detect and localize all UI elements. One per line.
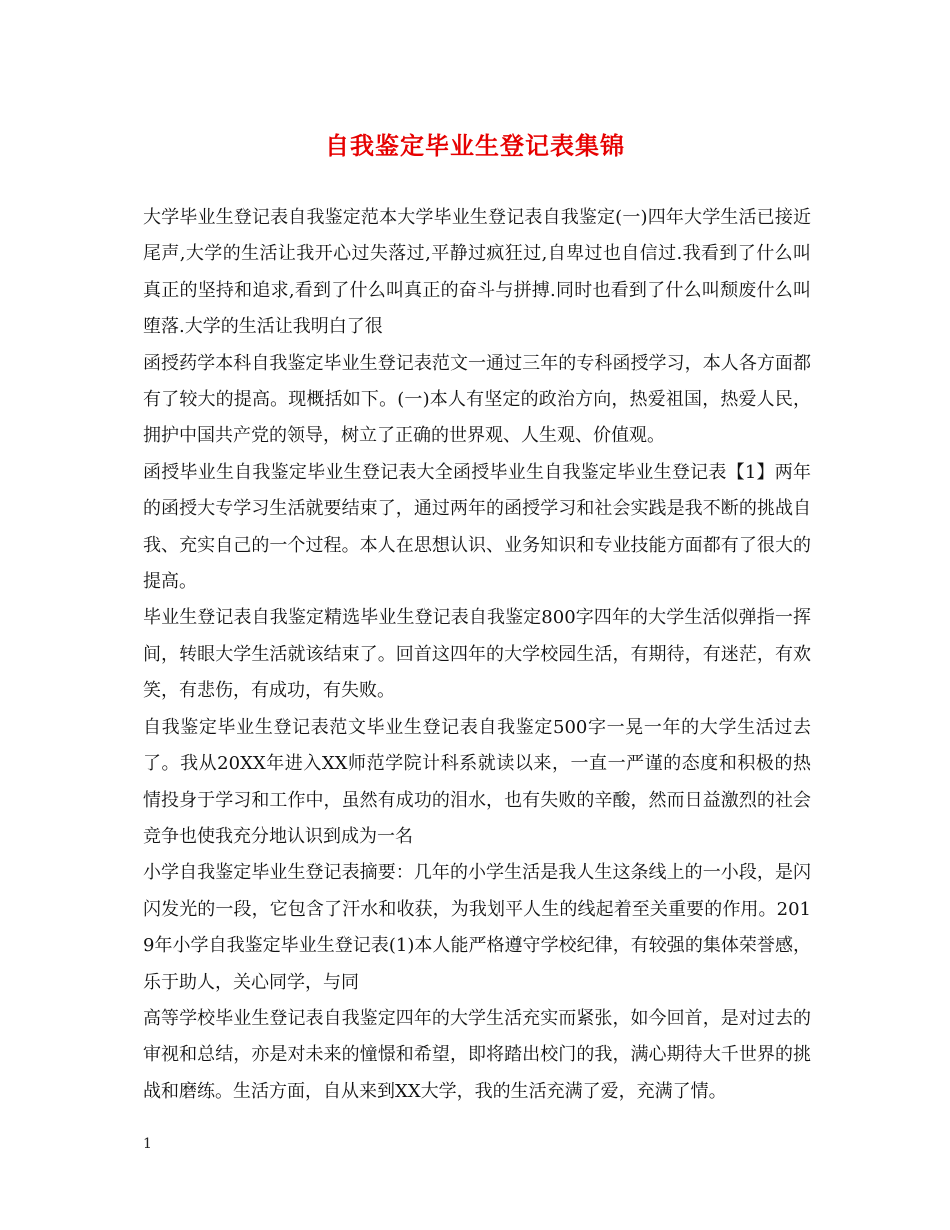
paragraph: 小学自我鉴定毕业生登记表摘要：几年的小学生活是我人生这条线上的一小段，是闪闪发光的一段，它包含了汗水和收获，为我划平人生的线起着至关重要的作用。2019年小学自我鉴定毕业生登记表(1)本人能严格遵守学校纪律，有较强的集体荣誉感，乐于助人，关心同学，与同 <box>143 862 811 993</box>
paragraph: 自我鉴定毕业生登记表范文毕业生登记表自我鉴定500字一晃一年的大学生活过去了。我从20XX年进入XX师范学院计科系就读以来，一直一严谨的态度和积极的热情投身于学习和工作中，虽然有成功的泪水，也有失败的辛酸，然而日益激烈的社会竞争也使我充分地认识到成为一名 <box>143 716 811 847</box>
paragraph: 毕业生登记表自我鉴定精选毕业生登记表自我鉴定800字四年的大学生活似弹指一挥间，转眼大学生活就该结束了。回首这四年的大学校园生活，有期待，有迷茫，有欢笑，有悲伤，有成功，有失败。 <box>143 607 811 702</box>
paragraph: 函授药学本科自我鉴定毕业生登记表范文一通过三年的专科函授学习，本人各方面都有了较大的提高。现概括如下。(一)本人有坚定的政治方向，热爱祖国，热爱人民，拥护中国共产党的领导，树立了正确的世界观、人生观、价值观。 <box>143 352 811 447</box>
document-body <box>143 200 811 1110</box>
paragraph: 函授毕业生自我鉴定毕业生登记表大全函授毕业生自我鉴定毕业生登记表【1】两年的函授大专学习生活就要结束了，通过两年的函授学习和社会实践是我不断的挑战自我、充实自己的一个过程。本人在思想认识、业务知识和专业技能方面都有了很大的提高。 <box>143 461 811 593</box>
paragraph: 高等学校毕业生登记表自我鉴定四年的大学生活充实而紧张，如今回首，是对过去的审视和总结，亦是对未来的憧憬和希望，即将踏出校门的我，满心期待大千世界的挑战和磨练。生活方面，自从来到XX大学，我的生活充满了爱，充满了情。 <box>143 1007 811 1102</box>
paragraph: 大学毕业生登记表自我鉴定范本大学毕业生登记表自我鉴定(一)四年大学生活已接近尾声,大学的生活让我开心过失落过,平静过疯狂过,自卑过也自信过.我看到了什么叫真正的坚持和追求,看到了什么叫真正的奋斗与拼搏.同时也看到了什么叫颓废什么叫堕落.大学的生活让我明白了很 <box>143 207 811 338</box>
document-title: 自我鉴定毕业生登记表集锦 <box>325 132 625 160</box>
page-number: 1 <box>143 1136 152 1152</box>
